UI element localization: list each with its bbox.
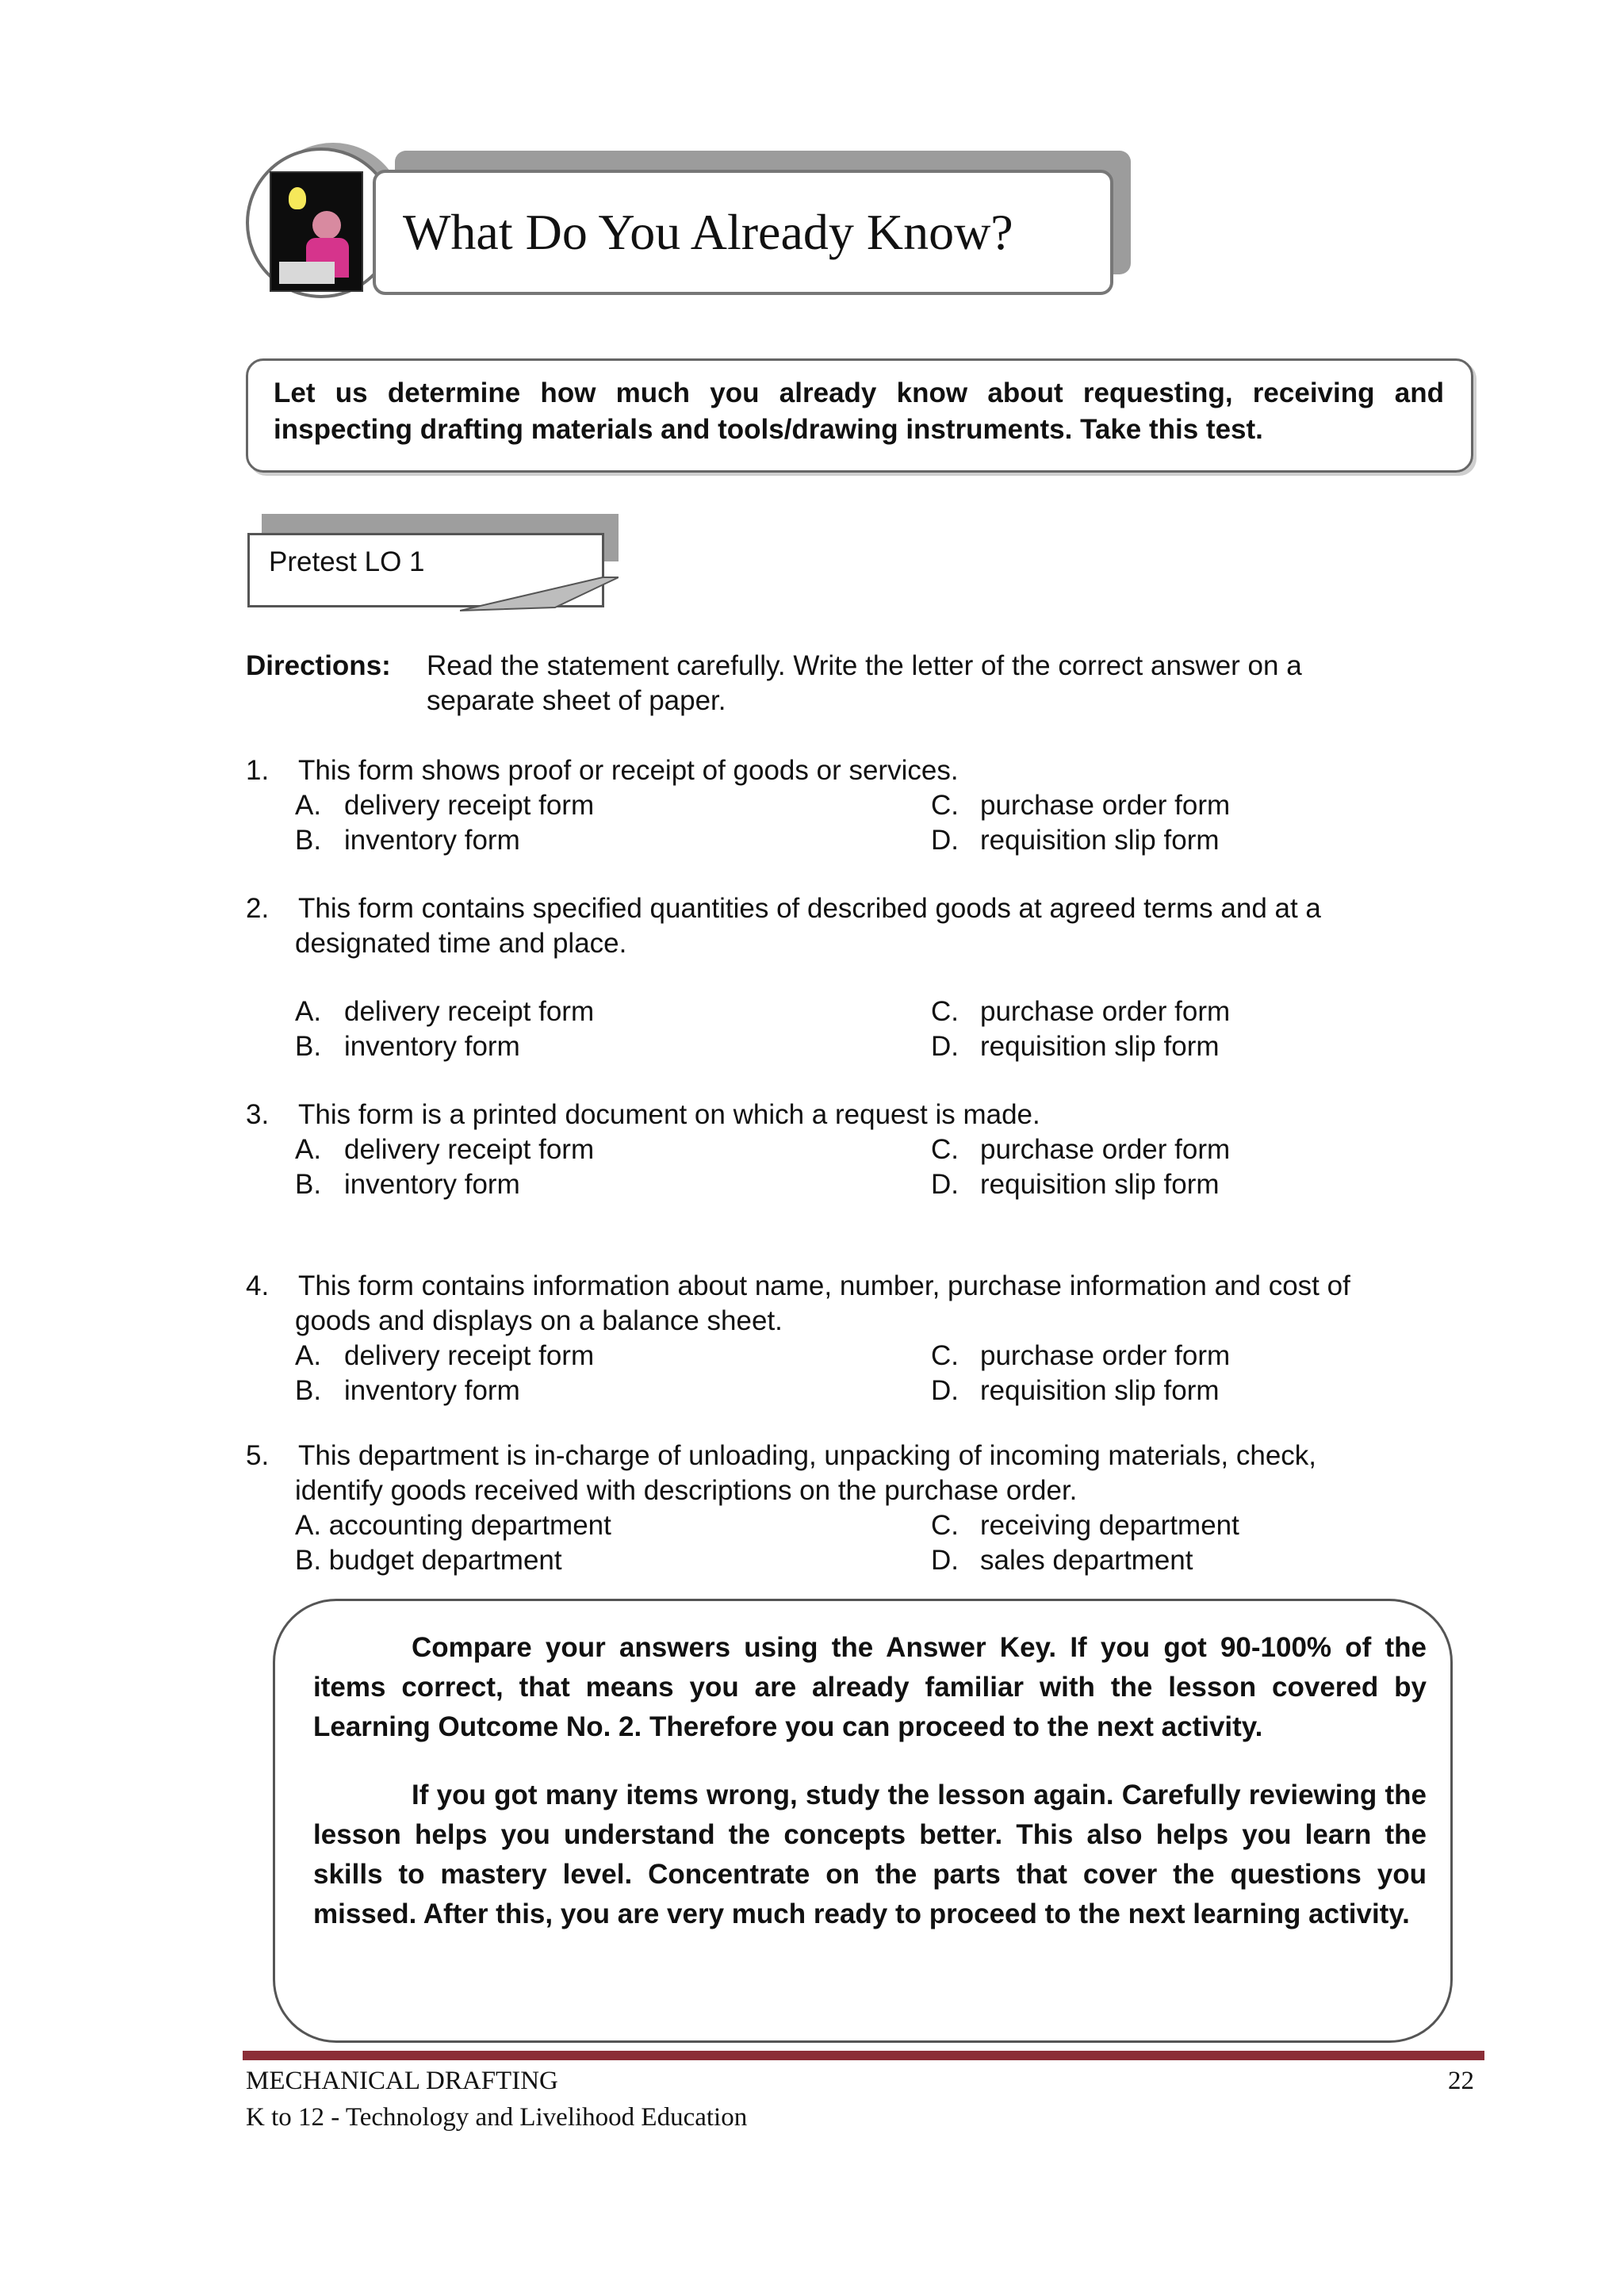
option-a: A. accounting department <box>295 1510 611 1541</box>
option-d: sales department <box>980 1545 1193 1576</box>
option-b: inventory form <box>344 1375 520 1406</box>
lightbulb-icon <box>289 187 306 209</box>
directions-label: Directions: <box>246 650 391 681</box>
option-letter: C. <box>931 1134 959 1165</box>
option-letter: B. <box>295 1375 322 1406</box>
option-d: requisition slip form <box>980 825 1220 856</box>
option-letter: B. <box>295 1031 322 1062</box>
question-text: This department is in-charge of unloading, unpacking of incoming materials, check, <box>298 1440 1317 1471</box>
option-b: B. budget department <box>295 1545 562 1576</box>
option-a: delivery receipt form <box>344 1340 595 1371</box>
option-letter: B. <box>295 825 322 856</box>
page-number: 22 <box>1448 2067 1474 2095</box>
option-letter: C. <box>931 790 959 821</box>
page-curl-icon <box>460 576 619 615</box>
question-text: This form shows proof or receipt of goods or services. <box>298 755 959 786</box>
mascot-thinking-icon <box>270 171 363 292</box>
option-letter: D. <box>931 825 959 856</box>
option-c: purchase order form <box>980 790 1231 821</box>
question-text: goods and displays on a balance sheet. <box>295 1305 783 1336</box>
option-letter: B. <box>295 1169 322 1200</box>
footer-divider <box>243 2051 1484 2060</box>
intro-box <box>246 358 1473 473</box>
option-d: requisition slip form <box>980 1169 1220 1200</box>
option-d: requisition slip form <box>980 1375 1220 1406</box>
feedback-box <box>273 1599 1453 2043</box>
option-letter: A. <box>295 1134 322 1165</box>
option-c: receiving department <box>980 1510 1239 1541</box>
pretest-tab-label: Pretest LO 1 <box>269 546 425 577</box>
question-number: 3. <box>246 1099 270 1130</box>
option-b: inventory form <box>344 825 520 856</box>
intro-text: Let us determine how much you already know about requesting, receiving and inspecting drafting materials and tools/drawing instruments. Take this test. <box>274 377 1444 445</box>
question-text: designated time and place. <box>295 928 627 959</box>
option-c: purchase order form <box>980 1134 1231 1165</box>
question-text: This form contains specified quantities of described goods at agreed terms and at a <box>298 893 1321 924</box>
directions-text: Read the statement carefully. Write the letter of the correct answer on a <box>427 650 1302 681</box>
option-a: delivery receipt form <box>344 996 595 1027</box>
option-letter: D. <box>931 1545 959 1576</box>
question-text: identify goods received with descriptions on the purchase order. <box>295 1475 1078 1506</box>
question-number: 5. <box>246 1440 270 1471</box>
option-c: purchase order form <box>980 1340 1231 1371</box>
question-text: This form contains information about name, number, purchase information and cost of <box>298 1270 1350 1301</box>
feedback-paragraph: If you got many items wrong, study the lesson again. Carefully reviewing the lesson helps you understand the concepts better. This also helps you learn the skills to mastery level. Concentrate on the parts that cover the questions you missed. After this, you are very much ready to proceed to the next learning activity. <box>313 1780 1427 1929</box>
option-letter: D. <box>931 1031 959 1062</box>
option-letter: A. <box>295 1340 322 1371</box>
option-letter: A. <box>295 790 322 821</box>
option-b: inventory form <box>344 1169 520 1200</box>
option-b: inventory form <box>344 1031 520 1062</box>
option-a: delivery receipt form <box>344 790 595 821</box>
question-number: 1. <box>246 755 270 786</box>
option-letter: C. <box>931 1510 959 1541</box>
page-title: What Do You Already Know? <box>403 204 1013 260</box>
question-text: This form is a printed document on which a request is made. <box>298 1099 1040 1130</box>
option-letter: A. <box>295 996 322 1027</box>
question-number: 2. <box>246 893 270 924</box>
option-a: delivery receipt form <box>344 1134 595 1165</box>
option-letter: D. <box>931 1375 959 1406</box>
option-letter: C. <box>931 996 959 1027</box>
feedback-paragraph: Compare your answers using the Answer Key. If you got 90-100% of the items correct, that means you are already familiar with the lesson covered by Learning Outcome No. 2. Therefore you can proceed to the next activity. <box>313 1632 1427 1742</box>
footer-subject: MECHANICAL DRAFTING <box>246 2067 558 2095</box>
directions-text: separate sheet of paper. <box>427 685 726 716</box>
option-letter: C. <box>931 1340 959 1371</box>
question-number: 4. <box>246 1270 270 1301</box>
option-c: purchase order form <box>980 996 1231 1027</box>
option-d: requisition slip form <box>980 1031 1220 1062</box>
footer-program: K to 12 - Technology and Livelihood Education <box>246 2103 748 2132</box>
option-letter: D. <box>931 1169 959 1200</box>
section-banner <box>373 170 1113 295</box>
